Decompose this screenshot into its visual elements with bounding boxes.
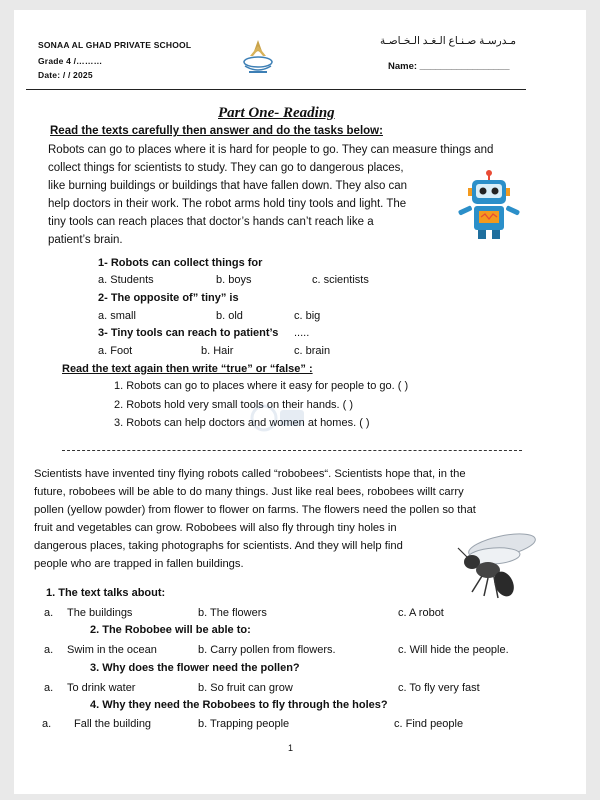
mcq2-option-c[interactable]: c. A robot [398,607,444,619]
mcq2-question: 3. Why does the flower need the pollen? [90,662,300,674]
mcq2-option-a-letter: a. [44,644,54,656]
date-line: Date: / / 2025 [38,70,93,80]
passage2-line: pollen (yellow powder) from flower to flower on farms. The flowers need the pollen so that [34,504,476,516]
passage1-line: like burning buildings or buildings that have fallen down. They also can [48,180,408,192]
robot-illustration [450,170,528,242]
mcq2-option-c[interactable]: c. To fly very fast [398,682,480,694]
mcq2-question: 2. The Robobee will be able to: [90,624,251,636]
mcq1-option-b[interactable]: b. boys [216,274,252,286]
mcq1-option-c[interactable]: c. scientists [312,274,369,286]
mcq2-question: 4. Why they need the Robobees to fly through the holes? [90,699,388,711]
grade-line: Grade 4 /……… [38,56,103,66]
mcq2-option-c[interactable]: c. Will hide the people. [398,644,509,656]
mcq2-option-a[interactable]: The buildings [67,607,133,619]
mcq2-option-a-letter: a. [44,682,54,694]
mcq1-option-c[interactable]: c. brain [294,345,331,357]
worksheet-page [14,10,586,794]
mcq2-option-a-letter: a. [42,718,52,730]
mcq2-question: 1. The text talks about: [46,587,166,599]
mcq1-option-b[interactable]: b. old [216,310,243,322]
mcq1-question: 3- Tiny tools can reach to patient’s [98,327,279,339]
mcq1-option-a[interactable]: a. small [98,310,136,322]
mcq2-option-b[interactable]: b. Carry pollen from flowers. [198,644,336,656]
tf-statement[interactable]: 3. Robots can help doctors and women at homes. ( ) [114,417,370,429]
part-title: Part One- Reading [218,105,335,121]
passage1-line: tiny tools can reach places that doctor’s hands can’t reach like a [48,216,374,228]
mcq1-option-b[interactable]: b. Hair [201,345,234,357]
passage1-line: Robots can go to places where it is hard for people to go. They can measure things and [48,144,494,156]
instruction-true-false: Read the text again then write “true” or “false” : [62,363,313,375]
watermark-icon [250,398,308,438]
mcq2-option-b[interactable]: b. Trapping people [198,718,290,730]
mcq1-option-c[interactable]: c. big [294,310,321,322]
mcq1-option-a[interactable]: a. Foot [98,345,133,357]
school-name-en: SONAA AL GHAD PRIVATE SCHOOL [38,40,192,50]
passage1-line: collect things for scientists to study. They can go to dangerous places, [48,162,404,174]
robobee-illustration [442,532,542,602]
passage2-line: fruit and vegetables can grow. Robobees will also fly through tiny holes in [34,522,397,534]
school-name-ar: مـدرسـة صـنـاع الـغـد الـخـاصـة [380,35,516,47]
mcq2-option-a-letter: a. [44,607,54,619]
passage1-line: help doctors in their work. The robot arms hold tiny tools and light. The [48,198,407,210]
passage1-line: patient’s brain. [48,234,123,246]
tf-statement[interactable]: 2. Robots hold very small tools on their hands. ( ) [114,399,354,411]
mcq2-option-a[interactable]: Swim in the ocean [67,644,157,656]
mcq1-question: 1- Robots can collect things for [98,257,263,269]
mcq1-question-dots: ..... [294,327,310,339]
passage2-line: Scientists have invented tiny flying robots called “robobees“. Scientists hope that, in the [34,468,466,480]
passage2-line: dangerous places, taking photographs for scientists. And they will help find [34,540,403,552]
student-name-field: Name: _________________ [388,61,510,72]
mcq2-option-b[interactable]: b. So fruit can grow [198,682,293,694]
page-number: 1 [288,743,294,753]
mcq2-option-a[interactable]: To drink water [67,682,136,694]
mcq2-option-b[interactable]: b. The flowers [198,607,267,619]
tf-statement[interactable]: 1. Robots can go to places where it easy for people to go. ( ) [114,380,409,392]
instruction-read: Read the texts carefully then answer and do the tasks below: [50,125,383,137]
mcq2-option-c[interactable]: c. Find people [394,718,464,730]
passage2-line: people who are trapped in fallen buildings. [34,558,244,570]
mcq1-option-a[interactable]: a. Students [98,274,154,286]
passage2-line: future, robobees will be able to do many things. Just like real bees, robobees willt carry [34,486,464,498]
header-divider [26,89,526,90]
mcq2-option-a[interactable]: Fall the building [74,718,152,730]
mcq1-question: 2- The opposite of” tiny” is [98,292,239,304]
school-logo [239,38,277,78]
section-divider [62,450,522,451]
